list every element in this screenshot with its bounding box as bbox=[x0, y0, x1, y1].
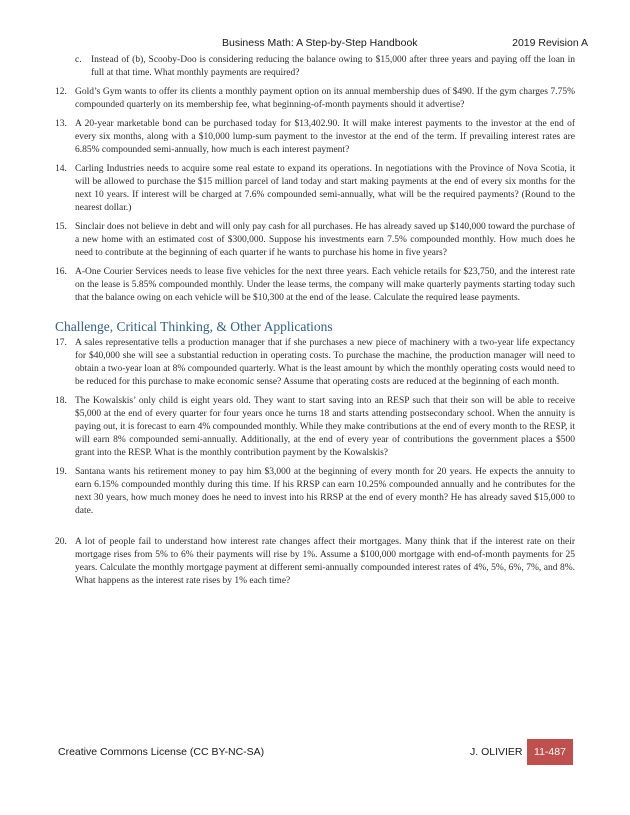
exercise-text: Gold’s Gym wants to offer its clients a monthly payment option on its annual membership dues of $490. If the gym charges 7.75% compounded quarterly on its membership fee, what beginning-of-month payments should it advertise? bbox=[75, 87, 575, 110]
exercise-item bbox=[55, 395, 575, 460]
exercise-text: A 20-year marketable bond can be purchased today for $13,402.90. It will make interest payments to the investor at the end of every six months, along with a $10,000 lump-sum payment to the investor at the end of the term. If prevailing interest rates are 6.85% compounded semi-annually, how much is each interest payment? bbox=[75, 119, 575, 155]
exercise-number: 19. bbox=[55, 467, 67, 477]
exercise-item bbox=[55, 86, 575, 112]
book-title: Business Math: A Step-by-Step Handbook bbox=[222, 37, 418, 49]
exercise-number: 12. bbox=[55, 87, 67, 97]
exercise-text: Carling Industries needs to acquire some real estate to expand its operations. In negotiations with the Province of Nova Scotia, it will be allowed to purchase the $15 million parcel of land today and start making payments at the end of every six months for the next 10 years. If interest will be charged at 7.6% compounded semi-annually, what will be the required payments? (Round to the nearest dollar.) bbox=[75, 164, 575, 213]
exercise-item bbox=[55, 466, 575, 518]
author-name: J. OLIVIER bbox=[470, 746, 523, 758]
exercise-number: 14. bbox=[55, 164, 67, 174]
page-content bbox=[55, 54, 575, 594]
page-footer bbox=[0, 737, 630, 765]
exercise-number: 20. bbox=[55, 537, 67, 547]
exercise-text: Instead of (b), Scooby-Doo is considering reducing the balance owing to $15,000 after three years and paying off the loan in full at that time. What monthly payments are required? bbox=[91, 55, 575, 78]
exercise-item bbox=[55, 221, 575, 260]
exercise-text: A lot of people fail to understand how interest rate changes affect their mortgages. Many think that if the interest rate on their mortgage rises from 5% to 6% their payments will rise by 1%. Assume a $100,000 mortgage with end-of-month payments for 25 years. Calculate the monthly mortgage payment at different semi-annually compounded interest rates of 4%, 5%, 6%, 7%, and 8%. What happens as the interest rate rises by 1% each time? bbox=[75, 537, 575, 586]
exercise-number: c. bbox=[75, 55, 82, 65]
exercise-number: 13. bbox=[55, 119, 67, 129]
exercise-number: 17. bbox=[55, 338, 67, 348]
exercise-item bbox=[55, 536, 575, 588]
section-heading: Challenge, Critical Thinking, & Other Applications bbox=[55, 319, 333, 334]
exercise-text: A sales representative tells a production manager that if she purchases a new piece of machinery with a two-year life expectancy for $40,000 she will see a substantial reduction in operating costs. To purchase the machine, the production manager will need to obtain a two-year loan at 8% compounded quarterly. What is the least amount by which the monthly operating costs would need to be reduced for this purchase to make economic sense? Assume that operating costs are reduced at the beginning of each month. bbox=[75, 338, 575, 387]
exercise-text: A-One Courier Services needs to lease five vehicles for the next three years. Each vehicle retails for $23,750, and the interest rate on the lease is 5.85% compounded monthly. Under the lease terms, the company will make quarterly payments starting today such that the balance owing on each vehicle will be $10,300 at the end of the lease. Calculate the required lease payments. bbox=[75, 267, 575, 303]
exercise-item bbox=[55, 118, 575, 157]
exercise-text: Sinclair does not believe in debt and will only pay cash for all purchases. He has already saved up $140,000 toward the purchase of a new home with an estimated cost of $300,000. Suppose his investments earn 7.5% compounded monthly. How much does he need to contribute at the beginning of each quarter if he wants to purchase his home in five years? bbox=[75, 222, 575, 258]
exercise-item bbox=[55, 163, 575, 215]
page-number-badge: 11-487 bbox=[527, 739, 573, 765]
exercise-number: 18. bbox=[55, 396, 67, 406]
license-text: Creative Commons License (CC BY-NC-SA) bbox=[58, 746, 265, 758]
exercise-number: 16. bbox=[55, 267, 67, 277]
exercise-item bbox=[55, 54, 575, 80]
exercise-item bbox=[55, 337, 575, 389]
spacer bbox=[55, 524, 575, 536]
exercise-number: 15. bbox=[55, 222, 67, 232]
page-header bbox=[0, 37, 630, 53]
revision-label: 2019 Revision A bbox=[512, 37, 588, 49]
exercise-item bbox=[55, 266, 575, 305]
exercise-text: Santana wants his retirement money to pay him $3,000 at the beginning of every month for 20 years. He expects the annuity to earn 6.15% compounded monthly during this time. If his RRSP can earn 10.25% compounded annually and he contributes for the next 30 years, how much money does he need to invest into his RRSP at the end of every month? He has already saved $15,000 to date. bbox=[75, 467, 575, 516]
exercise-text: The Kowalskis’ only child is eight years old. They want to start saving into an RESP such that their son will be able to receive $5,000 at the end of every quarter for four years once he turns 18 and starts attending postsecondary school. When the annuity is paying out, it is forecast to earn 4% compounded monthly. While they make contributions at the end of every month to the RESP, it will earn 8% compounded semi-annually. Additionally, at the end of every year of contributions the government places a $500 grant into the RESP. What is the monthly contribution payment by the Kowalskis? bbox=[75, 396, 575, 458]
